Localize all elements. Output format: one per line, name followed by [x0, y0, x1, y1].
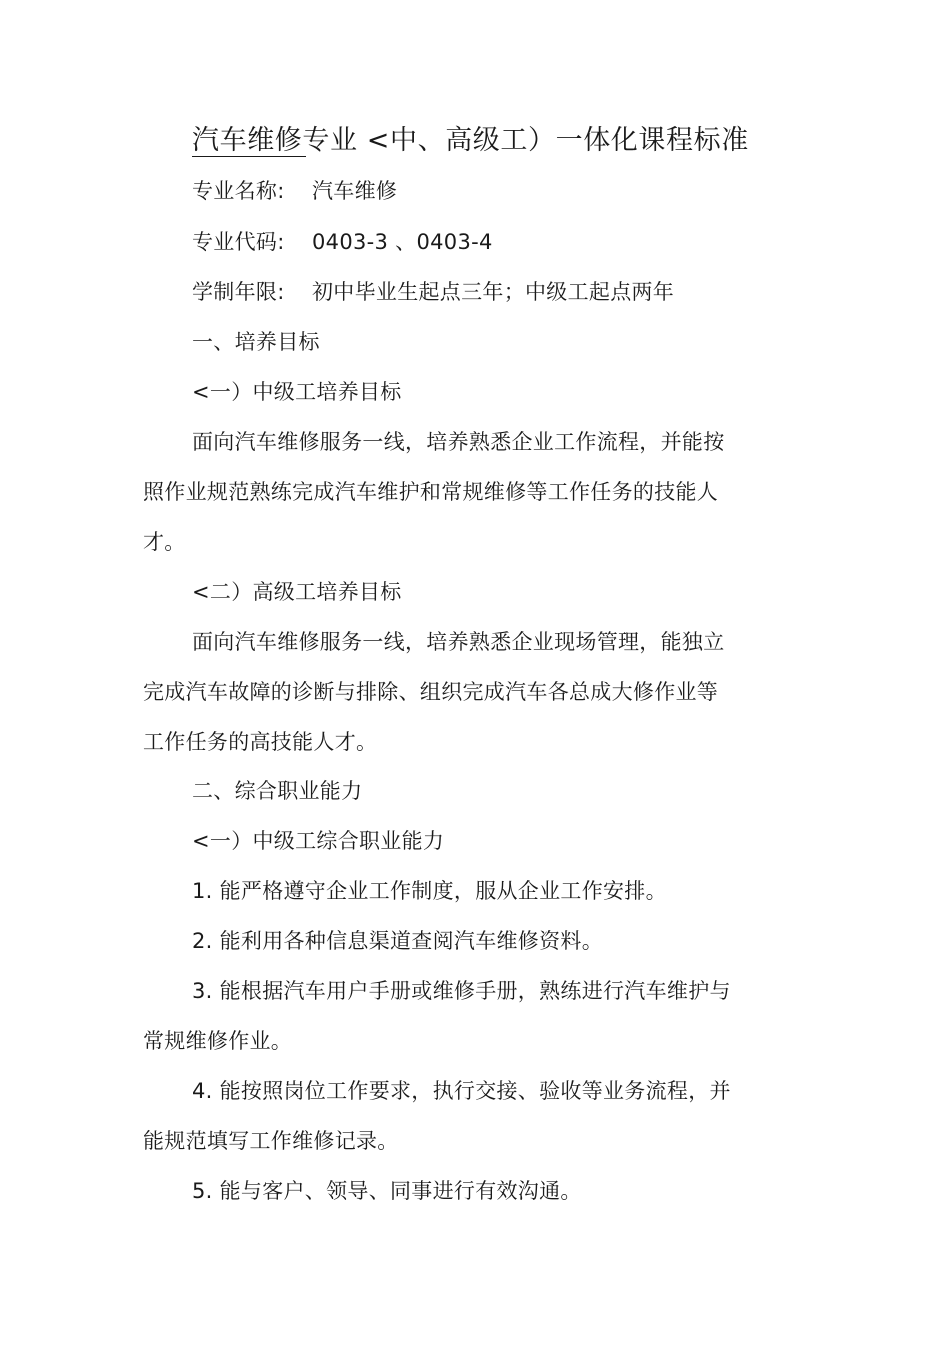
list-item: 2. 能利用各种信息渠道查阅汽车维修资料。 — [192, 929, 604, 953]
field-label: 专业代码: — [192, 230, 285, 254]
field-label: 专业名称: — [192, 179, 285, 203]
list-item-continuation: 常规维修作业。 — [143, 1029, 293, 1053]
paragraph-line: 完成汽车故障的诊断与排除、组织完成汽车各总成大修作业等 — [143, 680, 719, 704]
list-item-continuation: 能规范填写工作维修记录。 — [143, 1129, 399, 1153]
field-major-code — [192, 229, 493, 255]
section-heading: 二、综合职业能力 — [192, 779, 363, 803]
list-item: 3. 能根据汽车用户手册或维修手册，熟练进行汽车维护与 — [192, 979, 731, 1003]
document-title: 汽车维修专业 <中、高级工）一体化课程标准 — [192, 125, 749, 156]
field-study-duration — [192, 279, 674, 305]
field-value: 初中毕业生起点三年；中级工起点两年 — [312, 280, 675, 304]
subsection-heading: <二）高级工培养目标 — [192, 580, 402, 604]
paragraph-line: 面向汽车维修服务一线，培养熟悉企业工作流程，并能按 — [192, 430, 725, 454]
list-item: 5. 能与客户、领导、同事进行有效沟通。 — [192, 1179, 582, 1203]
field-major-name — [192, 178, 397, 204]
title-underline — [192, 156, 306, 157]
field-value: 0403-3 、0403-4 — [312, 230, 493, 254]
paragraph-line: 才。 — [143, 530, 186, 554]
list-item: 1. 能严格遵守企业工作制度，服从企业工作安排。 — [192, 879, 667, 903]
list-item: 4. 能按照岗位工作要求，执行交接、验收等业务流程，并 — [192, 1079, 731, 1103]
paragraph-line: 照作业规范熟练完成汽车维护和常规维修等工作任务的技能人 — [143, 480, 719, 504]
field-value: 汽车维修 — [312, 179, 398, 203]
paragraph-line: 工作任务的高技能人才。 — [143, 730, 378, 754]
paragraph-line: 面向汽车维修服务一线，培养熟悉企业现场管理，能独立 — [192, 630, 725, 654]
subsection-heading: <一）中级工综合职业能力 — [192, 829, 445, 853]
section-heading: 一、培养目标 — [192, 330, 320, 354]
subsection-heading: <一）中级工培养目标 — [192, 380, 402, 404]
field-label: 学制年限: — [192, 280, 285, 304]
